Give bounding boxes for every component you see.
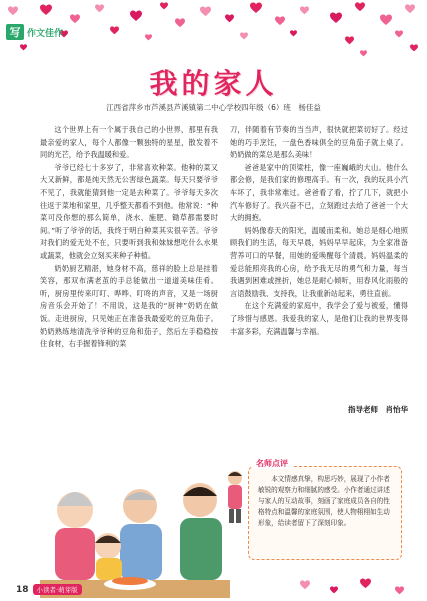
- page-footer: [16, 584, 82, 595]
- heart-icon: [405, 4, 415, 14]
- heart-icon: [330, 586, 338, 594]
- paragraph: 奶奶厨艺精湛，她身材不高，慈祥的脸上总是挂着笑容，那双布满老茧的手总能做出一道道美味佳肴。听，厨房里传来叮叮、哗哗、叮咚的声音，又是一场厨房音乐会开始了！不用说，这是我的“厨神”奶奶在做饭。走进厨房，只见她正在准备我最爱吃的豆角茄子。奶奶熟练地清洗爷爷种的豆角和茄子，然后左手稳稳按住食材，右手握着锋利的菜: [40, 263, 218, 349]
- heart-icon: [70, 14, 80, 24]
- teacher-comment-text: 本文情感真挚，构思巧妙，展现了小作者敏锐的观察力和细腻的感受。小作者通过讲述与家人的互动故事，刻画了家庭成员各自的性格特点和温馨的家庭氛围，使人物栩栩如生动形象，给读者留下了深刻印象。: [258, 475, 390, 527]
- heart-icon: [250, 2, 262, 14]
- teacher-comment-tag: 名师点评: [252, 458, 292, 469]
- heart-icon: [290, 30, 297, 37]
- heart-icon: [240, 32, 248, 40]
- heart-icon: [395, 586, 404, 595]
- teacher-credit: 指导老师 肖怡华: [348, 405, 408, 414]
- heart-icon: [380, 14, 392, 26]
- article-title: 我的家人: [149, 67, 278, 100]
- heart-icon: [145, 34, 152, 41]
- article-byline: 江西省萍乡市芦溪县芦溪镇第二中心学校四年级（6）班 杨佳益: [106, 103, 321, 112]
- paragraph: 妈妈像春天的阳光，温暖而柔和。她总是细心地照顾我们的生活，每天早晨，妈妈早早起床，为全家准备营养可口的早餐，用她的爱唤醒每个清晨。妈妈温柔的爱总能照亮我的心房，给予我无尽的勇气和力量，每当我遇到困难或挫折，她总是耐心倾听，用春风化雨般的言语鼓励我、支持我，让我重新站起来，勇往直前。: [230, 225, 408, 298]
- paragraph: 在这个充满爱的家庭中，我学会了爱与被爱，懂得了珍惜与感恩。我爱我的家人，是他们让我的世界变得丰富多彩，充满温馨与幸福。: [230, 301, 408, 336]
- page-number: 18: [16, 584, 29, 595]
- paragraph: 这个世界上有一个属于我自己的小世界，那里有我最亲爱的家人，每个人都像一颗独特的星星，散发着不同的光芒，给予我温暖和爱。: [40, 125, 218, 160]
- heart-icon: [360, 50, 367, 57]
- heart-icon: [355, 2, 365, 12]
- badge-glyph: 写: [6, 24, 24, 40]
- paragraph: 刀，伴随着有节奏的当当声，很快就把菜切好了。经过她的巧手烹饪，一盘色香味俱全的豆角茄子就上桌了。奶奶做的菜总是那么美味！: [230, 125, 408, 160]
- heart-icon: [225, 14, 234, 23]
- heart-icon: [300, 580, 310, 590]
- column-badge: [6, 24, 63, 40]
- heart-icon: [200, 6, 211, 17]
- left-column: [40, 124, 218, 351]
- heart-icon: [360, 578, 371, 589]
- family-illustration: [20, 448, 240, 598]
- heart-icon: [40, 4, 52, 16]
- magazine-label: 小读者·萌芽版: [33, 584, 82, 595]
- heart-icon: [410, 44, 418, 52]
- heart-icon: [20, 44, 27, 51]
- paragraph: 爸爸是家中的顶梁柱，像一座巍峨的大山。他什么都会修，是我们家的修理高手。有一次，我的玩具小汽车坏了，我非常难过。爸爸看了看，拧了几下，就把小汽车修好了。我兴奋不已，立刻跑过去给了爸爸一个大大的拥抱。: [230, 162, 408, 223]
- heart-icon: [130, 10, 142, 22]
- heart-icon: [175, 18, 185, 28]
- heart-icon: [110, 26, 119, 35]
- right-column: [230, 124, 408, 338]
- heart-icon: [345, 36, 354, 45]
- paragraph: 爷爷已经七十多岁了，非常喜欢种菜。他种的菜又大又新鲜，都是纯天然无公害绿色蔬菜。每天只要爷爷不见了，我就能猜到他一定是去种菜了。爷爷每天多次往返于菜地和家里，几乎整天都看不到他。他常说：“种菜可没你想的那么简单，浇水、施肥、锄草都需要时间。”听了爷爷的话，我终于明白种菜其实很辛苦。爷爷对我们的爱无处不在，只要听到我和妹妹想吃什么水果或蔬菜，他就会立刻买来种子种植。: [40, 162, 218, 260]
- heart-icon: [8, 6, 18, 16]
- teacher-figure-icon: [222, 468, 248, 524]
- heart-icon: [160, 2, 168, 10]
- heart-icon: [395, 30, 403, 38]
- heart-icon: [330, 12, 342, 24]
- heart-icon: [275, 16, 285, 26]
- badge-label: 作文佳作: [27, 28, 64, 39]
- heart-icon: [300, 6, 309, 15]
- heart-icon: [95, 4, 104, 13]
